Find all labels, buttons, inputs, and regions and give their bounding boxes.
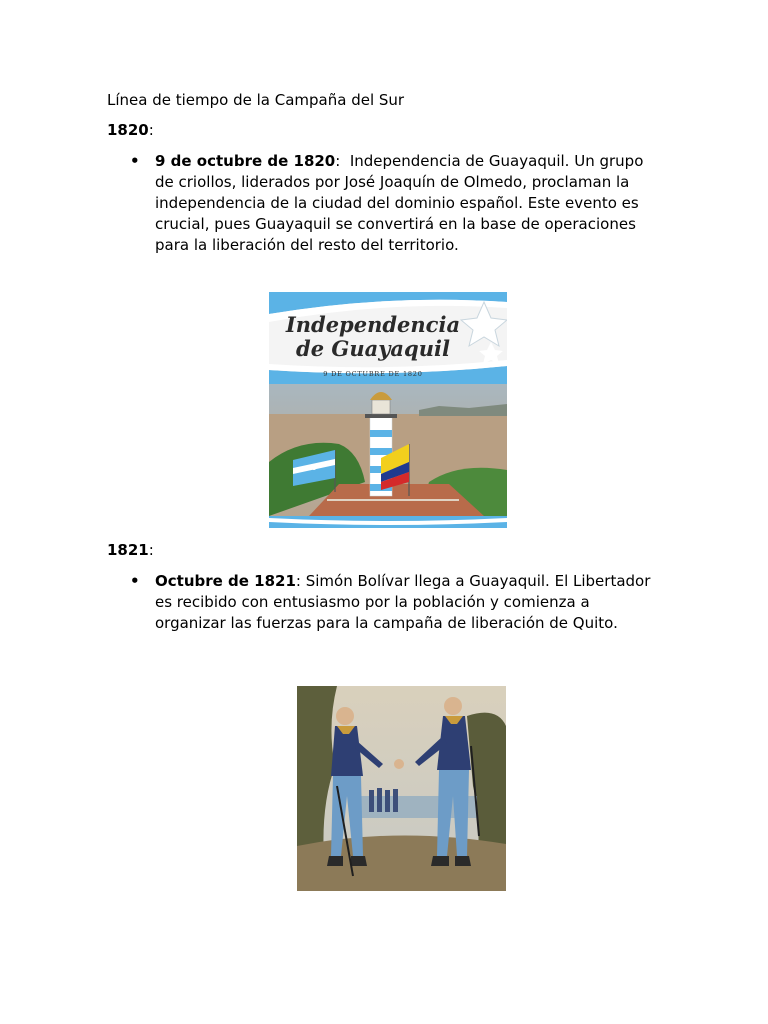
banner-title-line1: Independencia	[285, 312, 461, 337]
event-date: 9 de octubre de 1820	[155, 152, 336, 170]
bullet-icon: •	[130, 152, 140, 170]
year-label: 1820	[107, 121, 149, 139]
event-separator: :	[295, 572, 306, 590]
list-item	[130, 151, 660, 256]
bullet-icon: •	[130, 572, 140, 590]
event-separator: :	[335, 152, 350, 170]
year-label: 1821	[107, 541, 149, 559]
year-heading-1820: 1820:	[107, 121, 154, 139]
event-description: Simón Bolívar llega a Guayaquil. El Libertador es recibido con entusiasmo por la población y comienza a organizar las fuerzas para la campaña de liberación de Quito.	[155, 572, 651, 632]
events-list-1820	[130, 151, 660, 256]
guayaquil-independence-image	[269, 292, 507, 528]
banner-title-line2: de Guayaquil	[296, 336, 450, 361]
year-heading-1821: 1821:	[107, 541, 154, 559]
event-date: Octubre de 1821	[155, 572, 296, 590]
document-title: Línea de tiempo de la Campaña del Sur	[107, 91, 405, 109]
event-description: Independencia de Guayaquil. Un grupo de criollos, liderados por José Joaquín de Olmedo, proclaman la independencia de la ciudad del dominio español. Este evento es crucial, pues Guayaquil se convertirá en la base de operaciones para la liberación del resto del territorio.	[155, 152, 644, 254]
banner-subtitle: 9 DE OCTUBRE DE 1820	[323, 370, 423, 378]
list-item	[130, 571, 660, 634]
bolivar-painting-image	[297, 686, 506, 891]
events-list-1821	[130, 571, 660, 634]
